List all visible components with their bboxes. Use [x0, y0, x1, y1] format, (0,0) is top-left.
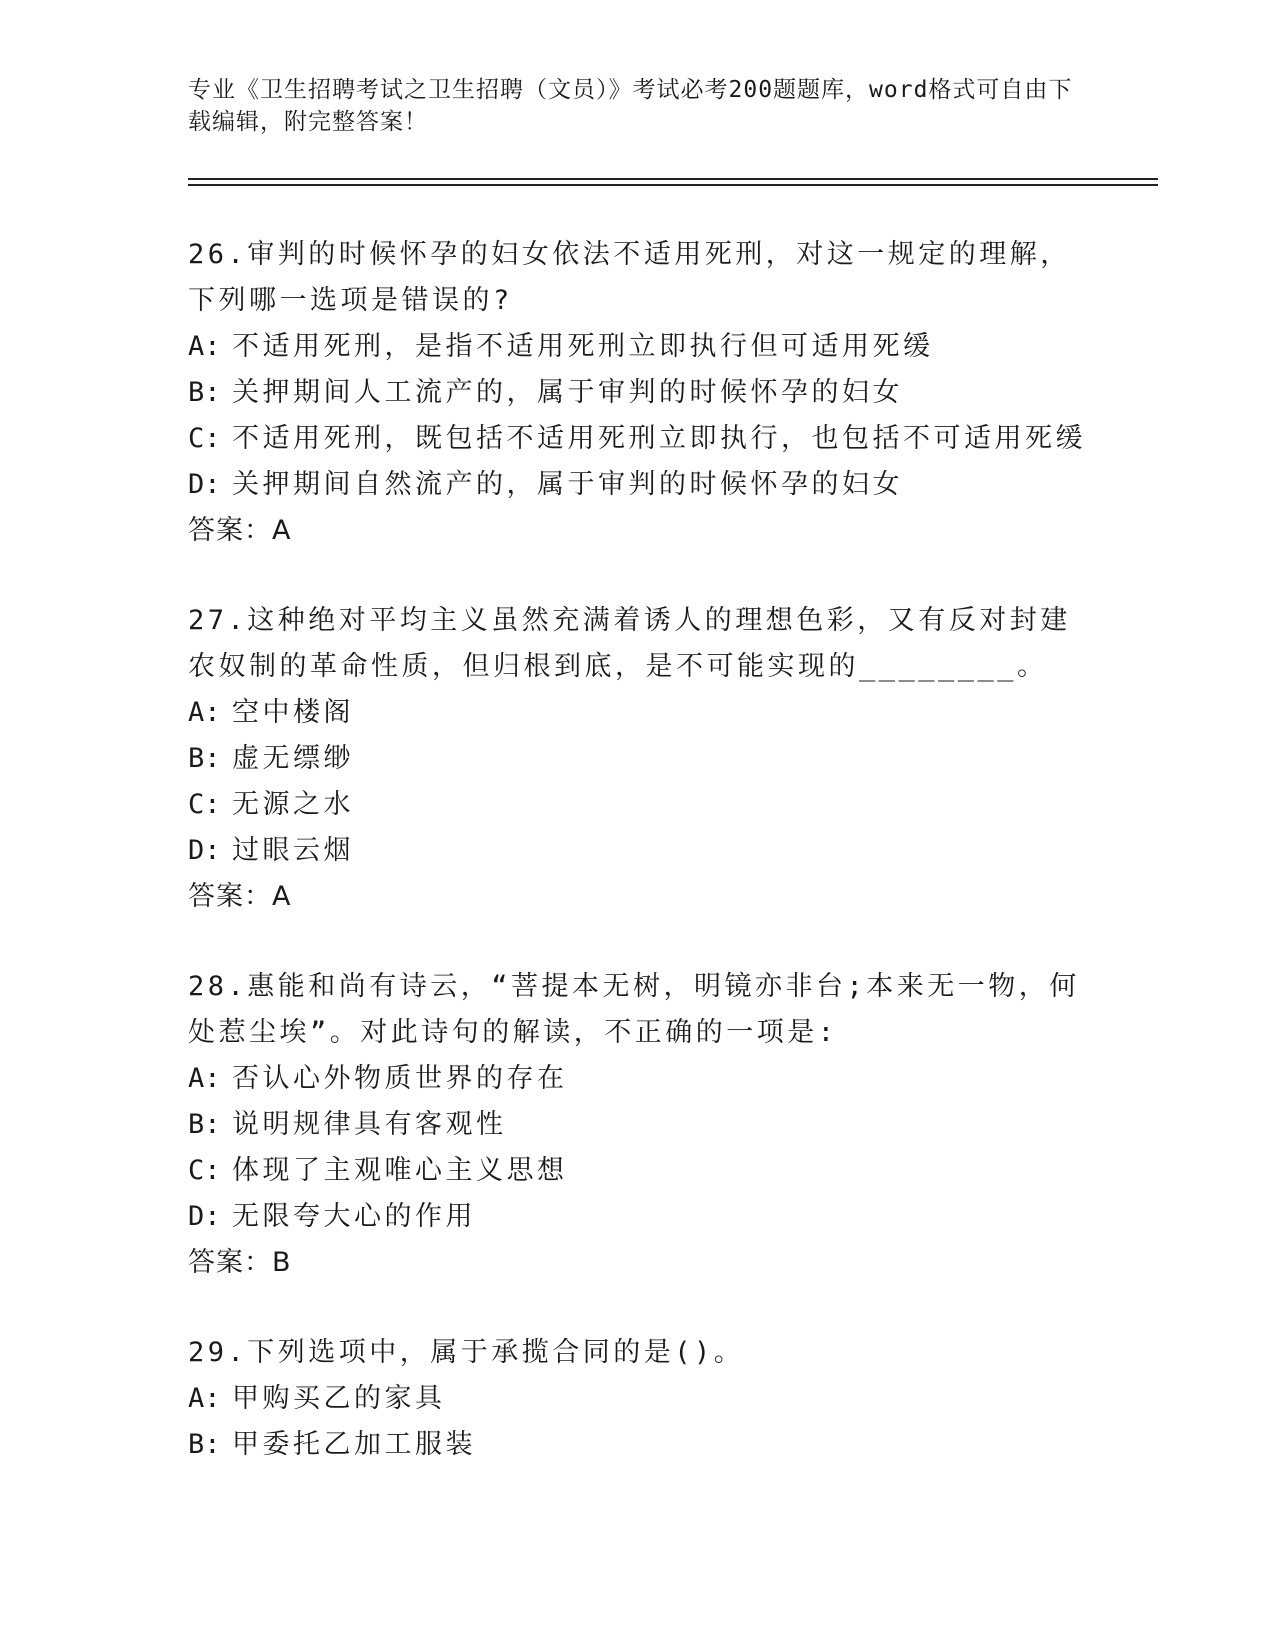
option-letter: B:: [188, 743, 221, 774]
option-text: 无限夸大心的作用: [232, 1201, 476, 1232]
option-d: [188, 828, 1088, 874]
question-28: [188, 964, 1088, 1286]
option-a: [188, 1376, 1088, 1422]
option-a: [188, 1056, 1088, 1102]
option-text: 过眼云烟: [232, 835, 354, 866]
option-text: 不适用死刑，既包括不适用死刑立即执行，也包括不可适用死缓: [232, 423, 1086, 454]
question-26: [188, 232, 1088, 554]
question-stem: 27.这种绝对平均主义虽然充满着诱人的理想色彩，又有反对封建农奴制的革命性质，但归根到底，是不可能实现的________。: [188, 605, 1071, 682]
option-letter: C:: [188, 789, 221, 820]
option-letter: A:: [188, 1383, 221, 1414]
option-text: 关押期间自然流产的，属于审判的时候怀孕的妇女: [232, 469, 903, 500]
question-27: [188, 598, 1088, 920]
option-letter: A:: [188, 1063, 221, 1094]
option-b: [188, 1102, 1088, 1148]
option-text: 关押期间人工流产的，属于审判的时候怀孕的妇女: [232, 377, 903, 408]
question-29: [188, 1330, 1088, 1468]
option-d: [188, 1194, 1088, 1240]
option-c: [188, 1148, 1088, 1194]
option-c: [188, 782, 1088, 828]
option-letter: B:: [188, 1429, 221, 1460]
option-letter: B:: [188, 1109, 221, 1140]
option-d: [188, 462, 1088, 508]
option-text: 甲购买乙的家具: [232, 1383, 446, 1414]
header-divider-bottom: [188, 184, 1158, 186]
document-header: 专业《卫生招聘考试之卫生招聘（文员）》考试必考200题题库，word格式可自由下载编辑，附完整答案！: [188, 77, 1073, 135]
option-letter: B:: [188, 377, 221, 408]
option-b: [188, 1422, 1088, 1468]
option-letter: A:: [188, 697, 221, 728]
question-stem: 29.下列选项中，属于承揽合同的是()。: [188, 1337, 745, 1368]
option-a: [188, 690, 1088, 736]
option-letter: D:: [188, 835, 221, 866]
option-letter: C:: [188, 423, 221, 454]
option-letter: C:: [188, 1155, 221, 1186]
header-divider-top: [188, 178, 1158, 180]
answer-line: 答案：B: [188, 1247, 292, 1278]
option-text: 否认心外物质世界的存在: [232, 1063, 568, 1094]
option-text: 虚无缥缈: [232, 743, 354, 774]
option-text: 空中楼阁: [232, 697, 354, 728]
option-a: [188, 324, 1088, 370]
option-text: 说明规律具有客观性: [232, 1109, 507, 1140]
answer-line: 答案：A: [188, 515, 292, 546]
option-c: [188, 416, 1088, 462]
question-stem: 26.审判的时候怀孕的妇女依法不适用死刑，对这一规定的理解，下列哪一选项是错误的?: [188, 239, 1071, 316]
question-stem: 28.惠能和尚有诗云，“菩提本无树，明镜亦非台;本来无一物，何处惹尘埃”。对此诗句的解读，不正确的一项是:: [188, 971, 1080, 1048]
question-list: [188, 232, 1088, 1512]
option-b: [188, 736, 1088, 782]
option-text: 甲委托乙加工服装: [232, 1429, 476, 1460]
option-b: [188, 370, 1088, 416]
answer-line: 答案：A: [188, 881, 292, 912]
option-text: 体现了主观唯心主义思想: [232, 1155, 568, 1186]
option-text: 无源之水: [232, 789, 354, 820]
option-text: 不适用死刑，是指不适用死刑立即执行但可适用死缓: [232, 331, 934, 362]
option-letter: A:: [188, 331, 221, 362]
option-letter: D:: [188, 469, 221, 500]
option-letter: D:: [188, 1201, 221, 1232]
